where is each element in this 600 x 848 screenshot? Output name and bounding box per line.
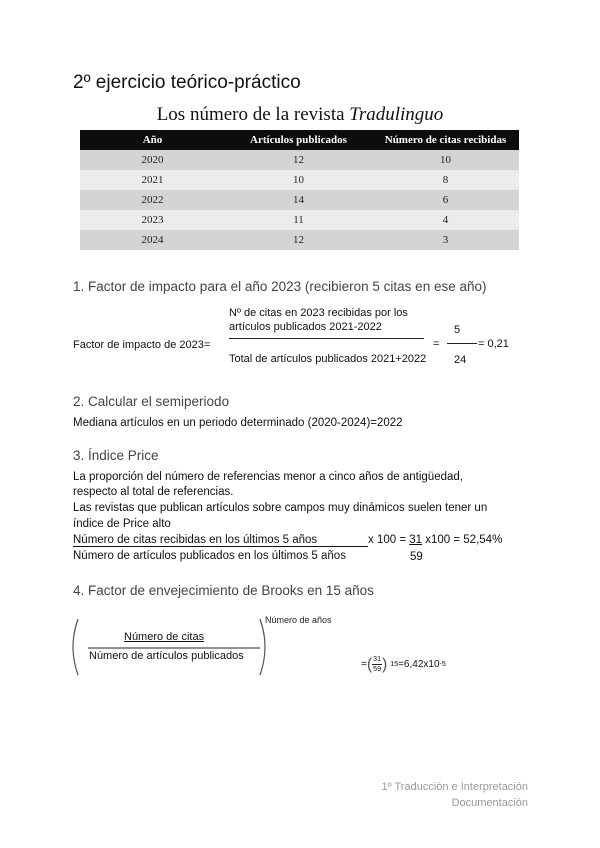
price-para1-line1: La proporción del número de referencias menor a cinco años de antigüedad, — [73, 471, 463, 483]
cell-articles: 14 — [225, 190, 372, 210]
cell-year: 2024 — [80, 230, 225, 250]
cell-year: 2020 — [80, 150, 225, 170]
table-title-prefix: Los número de la revista — [156, 104, 350, 125]
brooks-eq: = — [361, 659, 367, 670]
impact-num: 5 — [454, 324, 461, 336]
impact-equals: = — [433, 338, 440, 350]
impact-den: 24 — [454, 354, 467, 366]
header-year: Año — [80, 130, 225, 150]
cell-articles: 12 — [225, 150, 372, 170]
price-result: x100 = 52,54% — [422, 534, 503, 546]
table-title — [80, 104, 520, 126]
price-n59: 59 — [410, 551, 423, 563]
right-paren — [260, 619, 265, 675]
cell-citations: 4 — [372, 210, 519, 230]
section3-heading: 3. Índice Price — [73, 448, 159, 463]
cell-articles: 12 — [225, 230, 372, 250]
price-para2-line1: Las revistas que publican artículos sobre campos muy dinámicos suelen tener un — [73, 502, 488, 514]
table-row — [80, 230, 519, 250]
journal-name: Tradulinguo — [349, 104, 444, 125]
brooks-small-den: 59 — [373, 666, 381, 673]
price-para1-line2: respecto al total de referencias. — [73, 486, 234, 498]
header-articles: Artículos publicados — [225, 130, 372, 150]
section4-heading: 4. Factor de envejecimiento de Brooks en 15 años — [73, 583, 374, 598]
brooks-lparen: ( — [366, 655, 373, 673]
brooks-result-value: =6,42x10 — [398, 659, 440, 670]
cell-articles: 11 — [225, 210, 372, 230]
cell-citations: 8 — [372, 170, 519, 190]
impact-result: = 0,21 — [478, 338, 509, 350]
journal-table — [80, 130, 519, 250]
cell-year: 2021 — [80, 170, 225, 190]
semiperiod-text: Mediana artículos en un periodo determinado (2020-2024)=2022 — [73, 417, 403, 429]
brooks-result — [361, 655, 446, 674]
table-header-row — [80, 130, 519, 150]
cell-year: 2022 — [80, 190, 225, 210]
page-title: 2º ejercicio teórico-práctico — [73, 72, 301, 93]
cell-articles: 10 — [225, 170, 372, 190]
table-row — [80, 190, 519, 210]
price-formula — [368, 534, 502, 546]
impact-denominator: Total de artículos publicados 2021+2022 — [229, 353, 427, 365]
section2-heading: 2. Calcular el semiperiodo — [73, 394, 230, 409]
table-row — [80, 170, 519, 190]
brooks-denominator: Número de artículos publicados — [89, 650, 244, 662]
brooks-numerator: Número de citas — [124, 631, 205, 643]
brooks-small-fraction — [372, 655, 382, 674]
left-paren — [73, 619, 78, 675]
cell-year: 2023 — [80, 210, 225, 230]
price-fraction-denominator: Número de artículos publicados en los últimos 5 años — [73, 550, 346, 562]
section1-heading: 1. Factor de impacto para el año 2023 (recibieron 5 citas en ese año) — [73, 279, 487, 294]
cell-citations: 3 — [372, 230, 519, 250]
price-fraction-numerator: Número de citas recibidas en los últimos 5 años — [73, 534, 368, 547]
header-citations: Número de citas recibidas — [372, 130, 519, 150]
impact-fraction-bar — [229, 338, 424, 339]
brooks-exponent-label: Número de años — [265, 615, 332, 625]
brooks-result-exp: -5 — [439, 661, 446, 668]
brooks-parentheses — [70, 615, 280, 679]
impact-numerator-line2: artículos publicados 2021-2022 — [229, 321, 382, 333]
price-n31: 31 — [409, 534, 423, 546]
cell-citations: 10 — [372, 150, 519, 170]
brooks-rparen: ) — [381, 655, 388, 673]
table-row — [80, 150, 519, 170]
impact-label: Factor de impacto de 2023= — [73, 339, 211, 351]
brooks-power: 15 — [390, 661, 399, 668]
footer-line2: Documentación — [451, 797, 528, 809]
price-times100: x 100 = — [368, 534, 410, 546]
price-para2-line2: índice de Price alto — [73, 518, 171, 530]
impact-num-fraction-bar — [447, 343, 477, 344]
footer-line1: 1º Traducción e Interpretación — [381, 781, 528, 793]
table-row — [80, 210, 519, 230]
cell-citations: 6 — [372, 190, 519, 210]
impact-numerator-line1: Nº de citas en 2023 recibidas por los — [229, 307, 408, 319]
brooks-small-num: 31 — [373, 656, 381, 663]
